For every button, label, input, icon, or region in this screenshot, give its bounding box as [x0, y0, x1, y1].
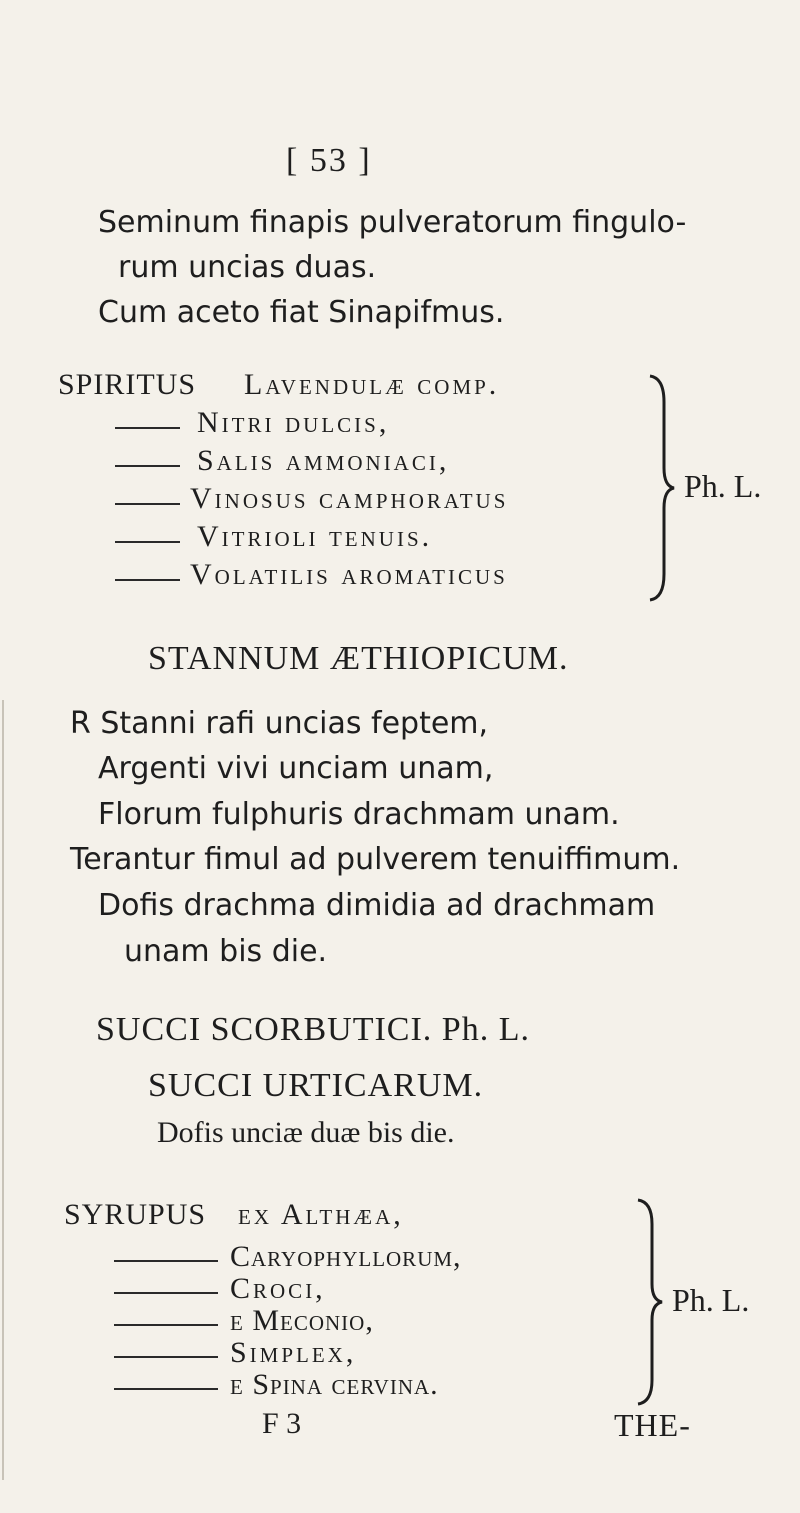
ditto-dash: [115, 427, 180, 429]
succi-urticarum: SUCCI URTICARUM.: [148, 1067, 484, 1104]
spiritus-item: Vitrioli tenuis.: [197, 520, 433, 553]
stannum-line: unam bis die.: [124, 934, 328, 969]
stannum-line: Argenti vivi unciam unam,: [98, 751, 494, 786]
syrupus-item: Simplex,: [230, 1336, 357, 1369]
stannum-line: Dofis drachma dimidia ad drachmam: [98, 888, 656, 923]
intro-line-1: Seminum finapis pulveratorum fingulo-: [98, 205, 687, 240]
catchword: THE-: [614, 1407, 691, 1443]
curly-brace-icon: [646, 372, 676, 604]
syrupus-item: ex Althæa,: [238, 1198, 404, 1231]
signature-mark: F 3: [262, 1407, 302, 1440]
succi-scorbutici: SUCCI SCORBUTICI. Ph. L.: [96, 1011, 530, 1048]
syrupus-item: Caryophyllorum,: [230, 1240, 462, 1273]
stannum-line: Terantur fimul ad pulverem tenuiffimum.: [70, 842, 681, 877]
syrupus-item: Croci,: [230, 1272, 326, 1305]
ditto-dash: [114, 1260, 218, 1262]
spiritus-pharmacopoeia: Ph. L.: [684, 468, 762, 504]
spiritus-item: Vinosus camphoratus: [190, 482, 509, 515]
spiritus-item: Nitri dulcis,: [197, 406, 390, 439]
syrupus-pharmacopoeia: Ph. L.: [672, 1282, 750, 1318]
spiritus-item: Volatilis aromaticus: [190, 558, 508, 591]
page-number: [ 53 ]: [286, 142, 372, 179]
stannum-line: Florum fulphuris drachmam unam.: [98, 797, 620, 832]
syrupus-item: e Meconio,: [230, 1304, 374, 1337]
spiritus-heading: SPIRITUS: [58, 368, 197, 401]
ditto-dash: [114, 1324, 218, 1326]
ditto-dash: [114, 1388, 218, 1390]
ditto-dash: [115, 579, 180, 581]
ditto-dash: [115, 465, 180, 467]
stannum-title: STANNUM ÆTHIOPICUM.: [148, 640, 569, 677]
ditto-dash: [115, 503, 180, 505]
ditto-dash: [114, 1356, 218, 1358]
curly-brace-icon: [634, 1196, 664, 1408]
succi-dosis: Dofis unciæ duæ bis die.: [157, 1116, 455, 1149]
syrupus-item: e Spina cervina.: [230, 1368, 439, 1401]
ditto-dash: [115, 541, 180, 543]
intro-line-2: rum uncias duas.: [118, 250, 377, 285]
intro-line-3: Cum aceto fiat Sinapifmus.: [98, 295, 505, 330]
spiritus-item: Salis ammoniaci,: [197, 444, 450, 477]
ditto-dash: [114, 1292, 218, 1294]
spiritus-item: Lavendulæ comp.: [244, 368, 500, 401]
page-edge-shadow: [2, 700, 4, 1480]
stannum-line: R Stanni rafi uncias feptem,: [70, 706, 489, 741]
syrupus-heading: SYRUPUS: [64, 1198, 207, 1231]
